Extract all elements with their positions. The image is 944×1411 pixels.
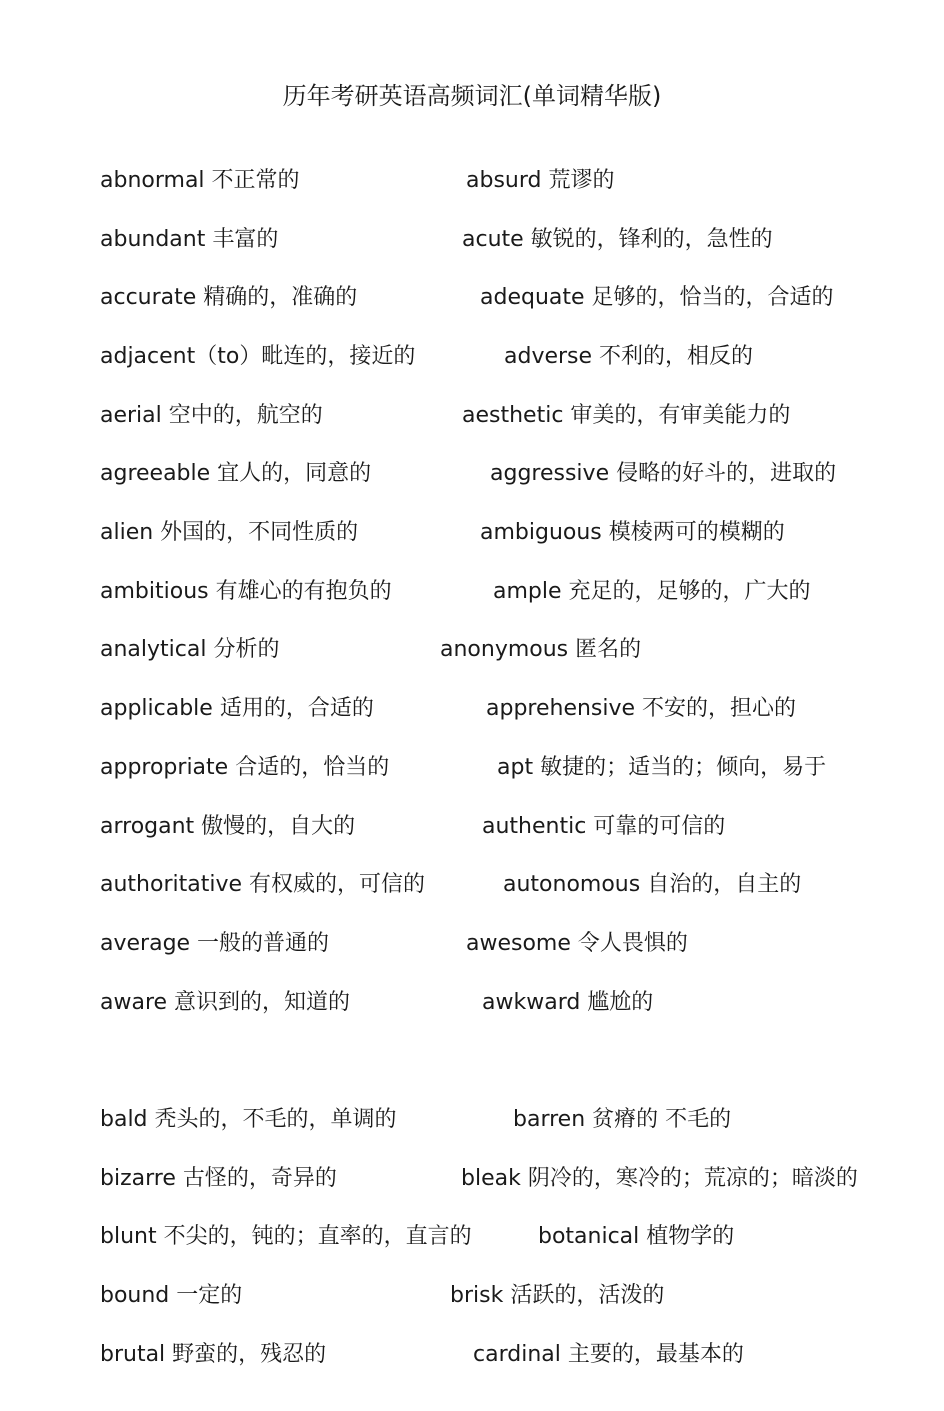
vocab-entry: barren 贫瘠的 不毛的 <box>513 1107 732 1132</box>
vocab-entry: ambiguous 模棱两可的模糊的 <box>480 520 785 545</box>
vocab-entry: apprehensive 不安的，担心的 <box>486 696 797 721</box>
vocab-entry: cardinal 主要的，最基本的 <box>473 1342 744 1367</box>
vocab-entry: absurd 荒谬的 <box>466 168 615 193</box>
vocab-entry: bleak 阴冷的，寒冷的；荒凉的；暗淡的 <box>461 1166 858 1191</box>
vocab-entry: awesome 令人畏惧的 <box>466 931 688 956</box>
vocab-entry: appropriate 合适的，恰当的 <box>100 755 390 780</box>
vocab-entry: awkward 尴尬的 <box>482 990 654 1015</box>
vocab-entry: bald 秃头的，不毛的，单调的 <box>100 1107 397 1132</box>
vocab-entry: applicable 适用的，合适的 <box>100 696 374 721</box>
vocab-entry: authentic 可靠的可信的 <box>482 814 726 839</box>
vocab-entry: aggressive 侵略的好斗的，进取的 <box>490 461 837 486</box>
vocab-entry: apt 敏捷的；适当的；倾向，易于 <box>497 755 827 780</box>
vocab-entry: blunt 不尖的，钝的；直率的，直言的 <box>100 1224 472 1249</box>
vocab-entry: adequate 足够的，恰当的，合适的 <box>480 285 834 310</box>
vocab-entry: aerial 空中的，航空的 <box>100 403 323 428</box>
vocab-entry: bizarre 古怪的，奇异的 <box>100 1166 337 1191</box>
vocab-entry: autonomous 自治的，自主的 <box>503 872 802 897</box>
vocab-entry: brutal 野蛮的，残忍的 <box>100 1342 327 1367</box>
vocab-entry: adjacent（to）毗连的，接近的 <box>100 344 416 369</box>
vocab-entry: botanical 植物学的 <box>538 1224 735 1249</box>
page-title: 历年考研英语高频词汇(单词精华版) <box>282 82 662 110</box>
vocab-entry: average 一般的普通的 <box>100 931 330 956</box>
vocab-entry: ample 充足的，足够的，广大的 <box>493 579 811 604</box>
vocab-entry: abnormal 不正常的 <box>100 168 300 193</box>
vocab-entry: agreeable 宜人的，同意的 <box>100 461 372 486</box>
vocab-entry: brisk 活跃的，活泼的 <box>450 1283 665 1308</box>
vocab-entry: analytical 分析的 <box>100 637 280 662</box>
vocab-entry: bound 一定的 <box>100 1283 243 1308</box>
vocab-entry: arrogant 傲慢的，自大的 <box>100 814 356 839</box>
vocab-entry: aware 意识到的，知道的 <box>100 990 351 1015</box>
vocab-entry: authoritative 有权威的，可信的 <box>100 872 426 897</box>
vocab-entry: accurate 精确的，准确的 <box>100 285 358 310</box>
vocab-entry: ambitious 有雄心的有抱负的 <box>100 579 392 604</box>
vocab-entry: anonymous 匿名的 <box>440 637 642 662</box>
vocab-entry: abundant 丰富的 <box>100 227 279 252</box>
vocab-entry: acute 敏锐的，锋利的，急性的 <box>462 227 773 252</box>
vocab-entry: adverse 不利的，相反的 <box>504 344 754 369</box>
vocab-entry: aesthetic 审美的，有审美能力的 <box>462 403 791 428</box>
vocab-entry: alien 外国的，不同性质的 <box>100 520 359 545</box>
